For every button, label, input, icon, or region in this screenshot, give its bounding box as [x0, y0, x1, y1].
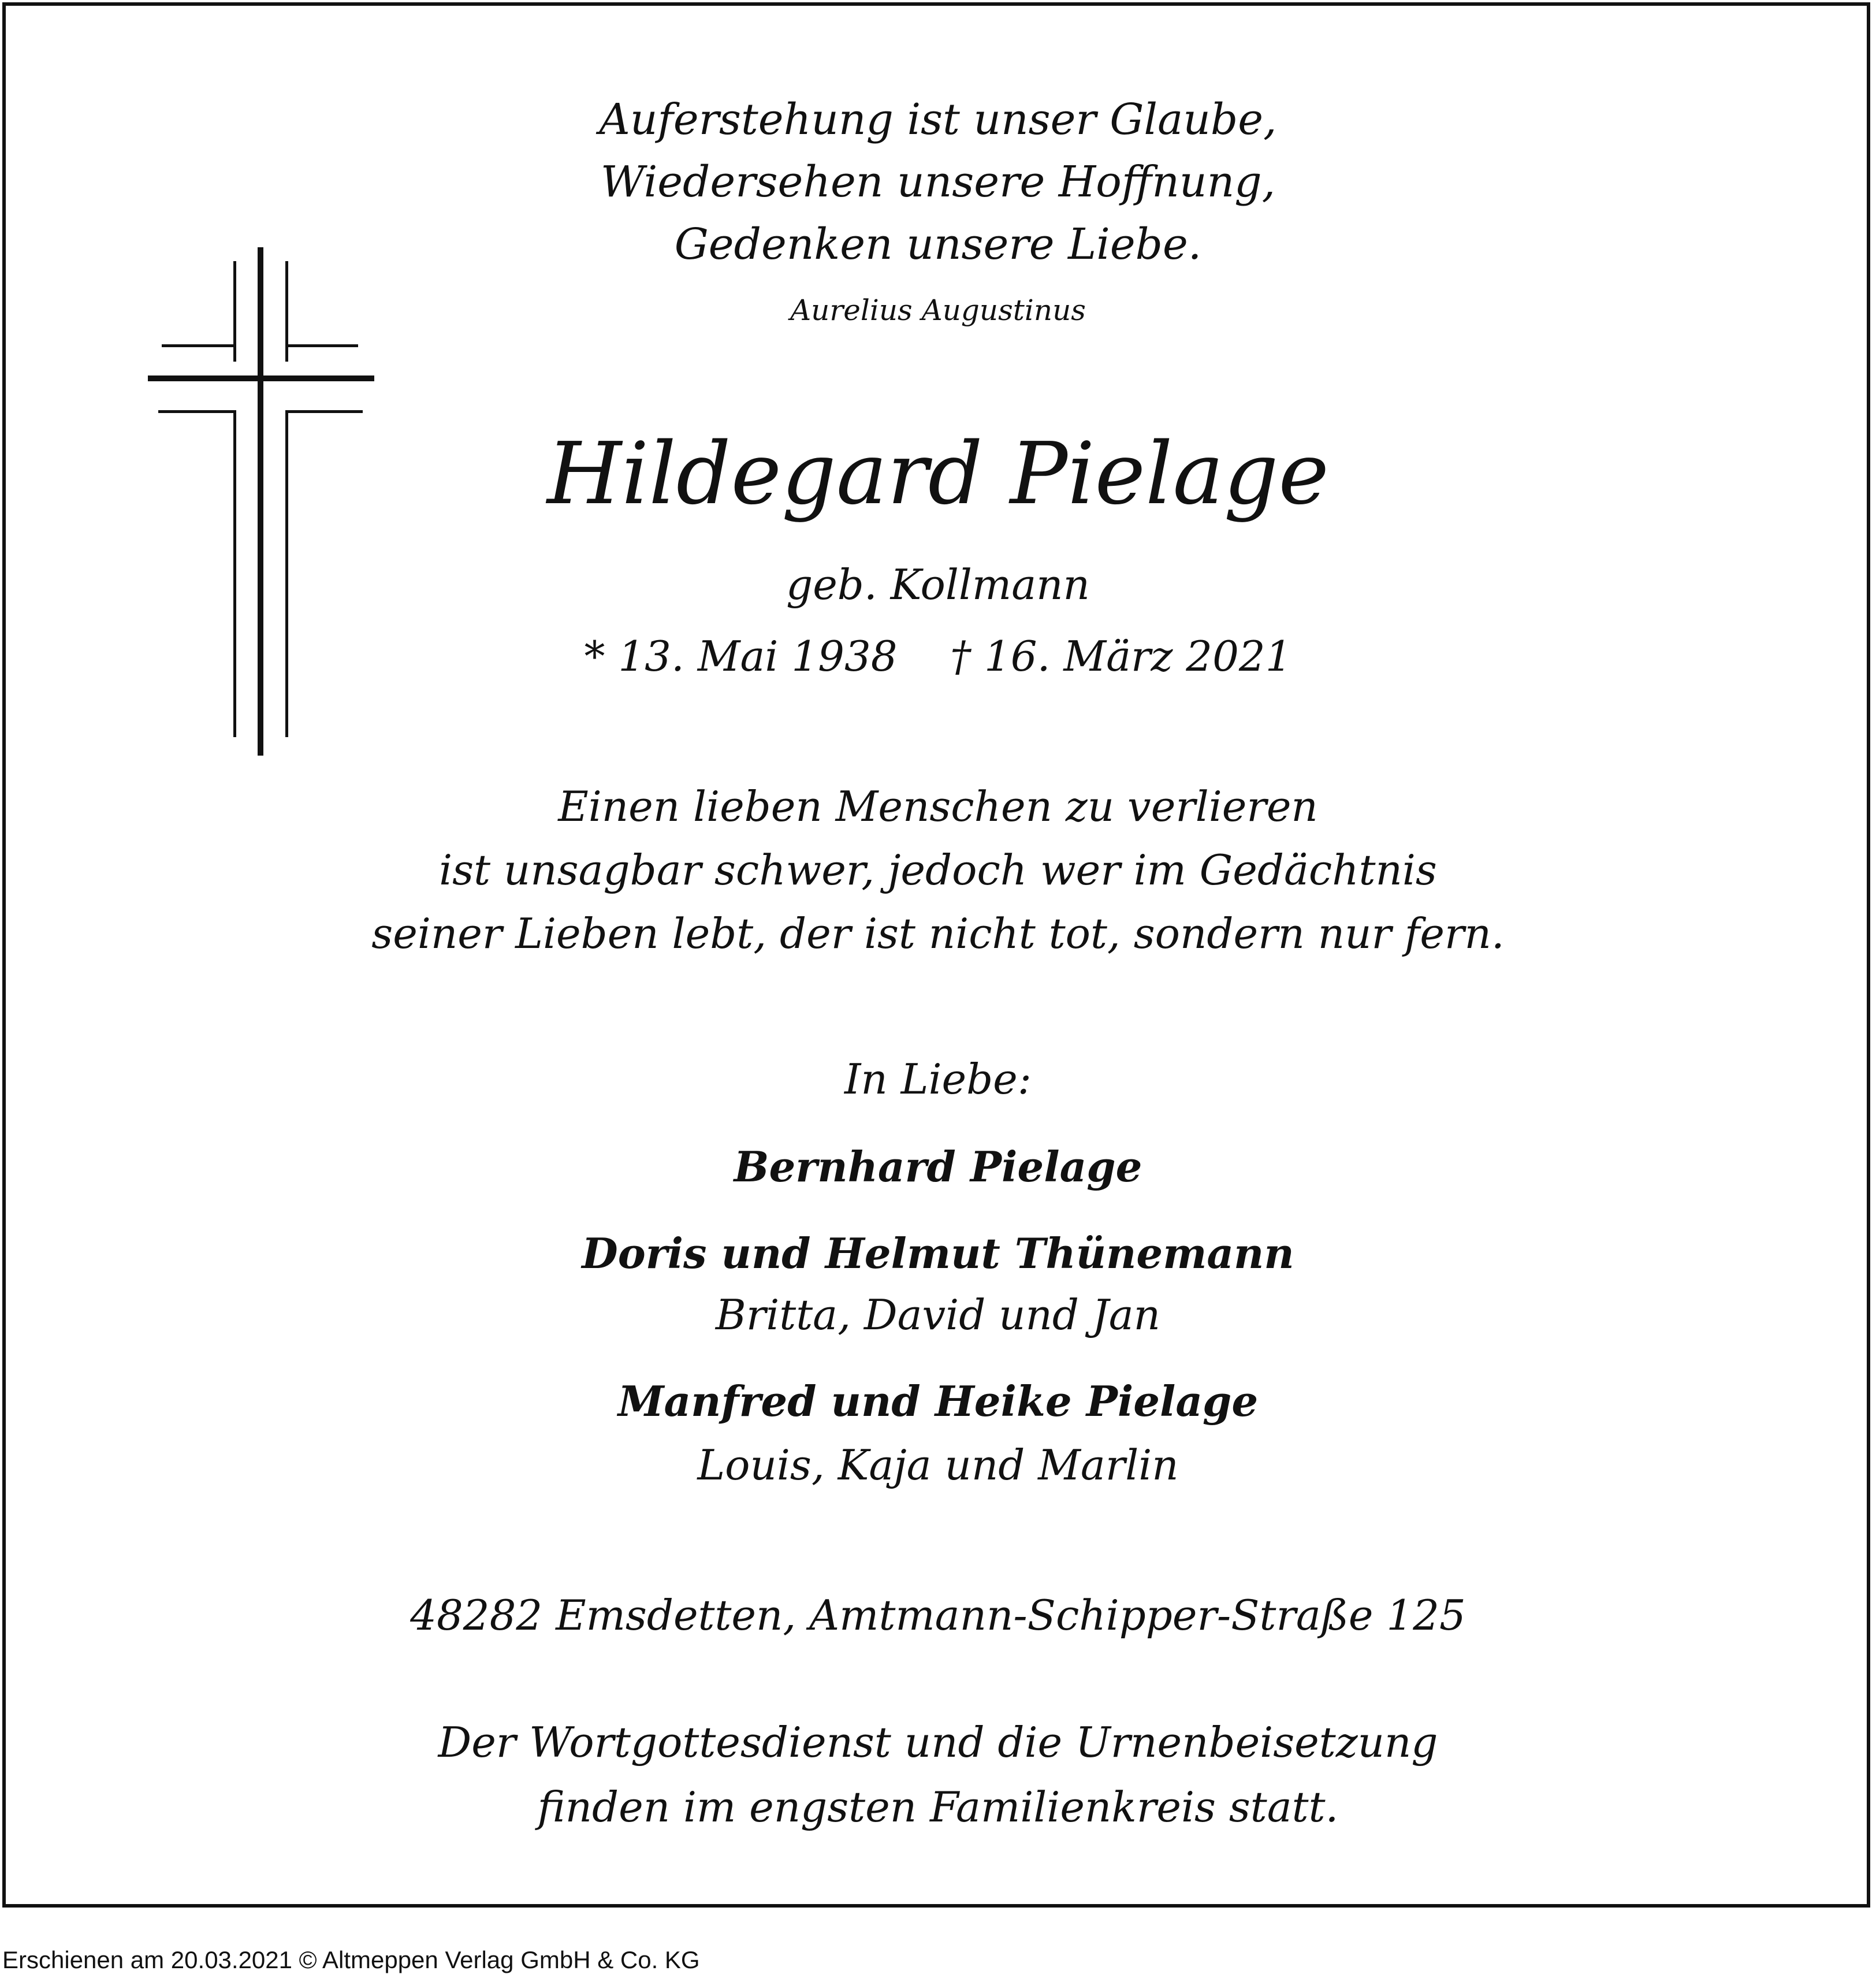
saying-line-1: Einen lieben Menschen zu verlieren	[558, 782, 1318, 831]
mourner-name-3: Manfred und Heike Pielage	[617, 1377, 1259, 1426]
mourner-children-2: Britta, David und Jan	[715, 1291, 1161, 1339]
service-note-line-1: Der Wortgottesdienst und die Urnenbeisetzung	[438, 1718, 1438, 1767]
life-dates: * 13. Mai 1938 † 16. März 2021	[584, 632, 1292, 681]
mourner-children-3: Louis, Kaja und Marlin	[697, 1441, 1179, 1489]
mourner-name-1: Bernhard Pielage	[734, 1142, 1142, 1191]
address: 48282 Emsdetten, Amtmann-Schipper-Straße 125	[410, 1591, 1466, 1639]
quote-line-3: Gedenken unsere Liebe.	[674, 220, 1202, 269]
publication-footer: Erschienen am 20.03.2021 © Altmeppen Verlag GmbH & Co. KG	[2, 1946, 700, 1973]
mourner-name-2: Doris und Helmut Thünemann	[582, 1229, 1294, 1278]
mourners-intro: In Liebe:	[844, 1055, 1032, 1103]
quote-line-1: Auferstehung ist unser Glaube,	[599, 95, 1277, 144]
birth-name: geb. Kollmann	[786, 560, 1090, 609]
saying-line-3: seiner Lieben lebt, der ist nicht tot, sondern nur fern.	[371, 909, 1505, 958]
quote-author: Aurelius Augustinus	[790, 293, 1086, 327]
quote-line-2: Wiedersehen unsere Hoffnung,	[600, 157, 1276, 207]
saying-line-2: ist unsagbar schwer, jedoch wer im Gedächtnis	[439, 846, 1437, 894]
deceased-name: Hildegard Pielage	[547, 424, 1329, 523]
service-note-line-2: finden im engsten Familienkreis statt.	[537, 1783, 1339, 1831]
